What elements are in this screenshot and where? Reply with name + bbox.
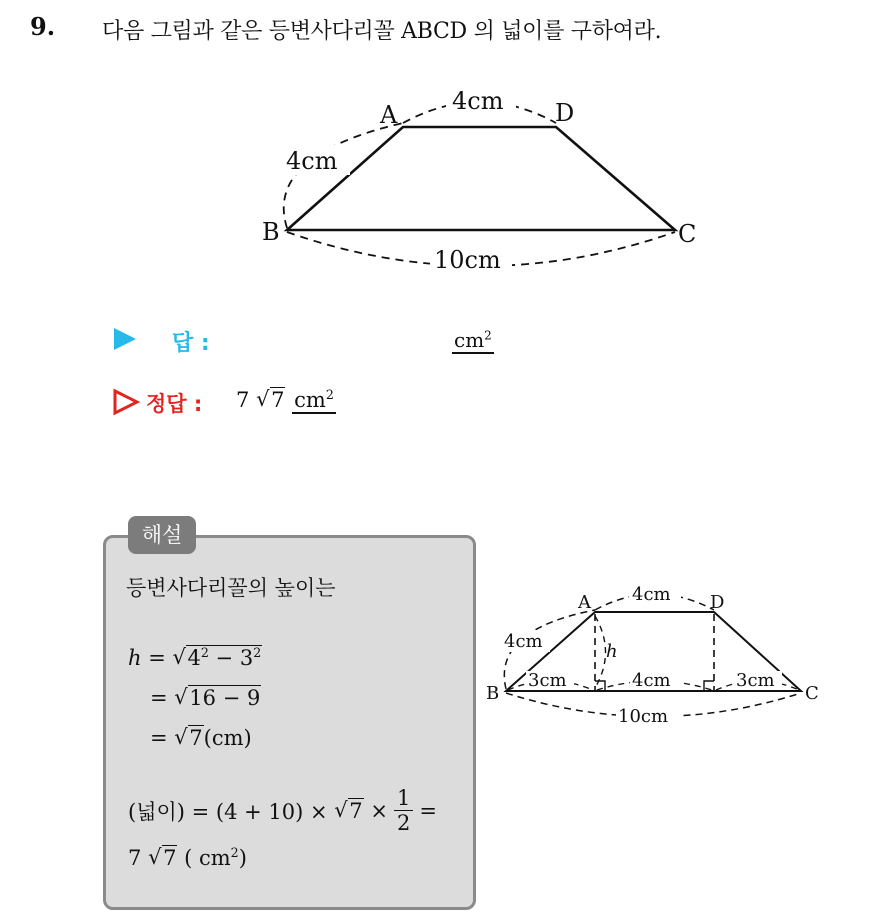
explanation-tag: 해설	[128, 516, 196, 554]
h-arc	[595, 616, 606, 688]
height-formula-line2: = √ 16 − 9	[150, 685, 261, 710]
outline-triangle-icon	[112, 388, 140, 416]
right-segment-label: 3cm	[736, 670, 775, 691]
vertex-b-label-2: B	[486, 683, 500, 704]
correct-answer-label: 정답 :	[146, 392, 203, 416]
middle-segment-label: 4cm	[632, 670, 671, 691]
answer-row	[112, 326, 492, 358]
answer-unit: $cm^2$	[454, 328, 492, 352]
side-length-label: 4cm	[286, 147, 338, 175]
side-dimension-arc	[284, 123, 403, 228]
vertex-d-label-2: D	[710, 592, 725, 613]
question-text: 다음 그림과 같은 등변사다리꼴 ABCD 의 넓이를 구하여라.	[102, 19, 662, 44]
vertex-a-label: A	[380, 101, 398, 129]
top-length-label: 4cm	[452, 87, 504, 115]
explanation-trapezoid-figure	[484, 580, 829, 730]
answer-label: 답 :	[172, 331, 210, 356]
vertex-b-label: B	[262, 218, 280, 246]
height-formula-line3: = √ 7(cm)	[150, 725, 252, 750]
explanation-intro: 등변사다리꼴의 높이는	[126, 576, 336, 600]
area-formula: (넓이) = (4 + 10) × √ 7 × $\frac{1}{2}$ =	[128, 786, 437, 835]
vertex-c-label: C	[678, 220, 697, 248]
question-number: 9.	[30, 12, 56, 41]
trapezoid-shape	[287, 127, 675, 230]
height-formula-line1: h = √ $4^2 - 3^2$	[128, 645, 262, 670]
vertex-c-label-2: C	[805, 683, 819, 704]
bottom-length-label-2: 10cm	[618, 706, 669, 727]
side-length-label-2: 4cm	[504, 631, 543, 652]
vertex-a-label-2: A	[578, 592, 591, 613]
filled-triangle-icon	[112, 326, 138, 352]
bottom-length-label: 10cm	[434, 246, 501, 274]
vertex-d-label: D	[555, 99, 575, 127]
left-segment-label: 3cm	[528, 670, 567, 691]
trapezoid-figure	[250, 85, 710, 285]
one-half-fraction: $\frac{1}{2}$	[394, 786, 413, 835]
height-label: h	[606, 641, 618, 662]
correct-answer-row	[112, 387, 334, 422]
correct-answer-value: 7 √ 7 $cm^2$	[236, 387, 334, 412]
area-result: 7 √ 7 ( $cm^2$)	[128, 845, 247, 870]
top-length-label-2: 4cm	[632, 584, 671, 605]
